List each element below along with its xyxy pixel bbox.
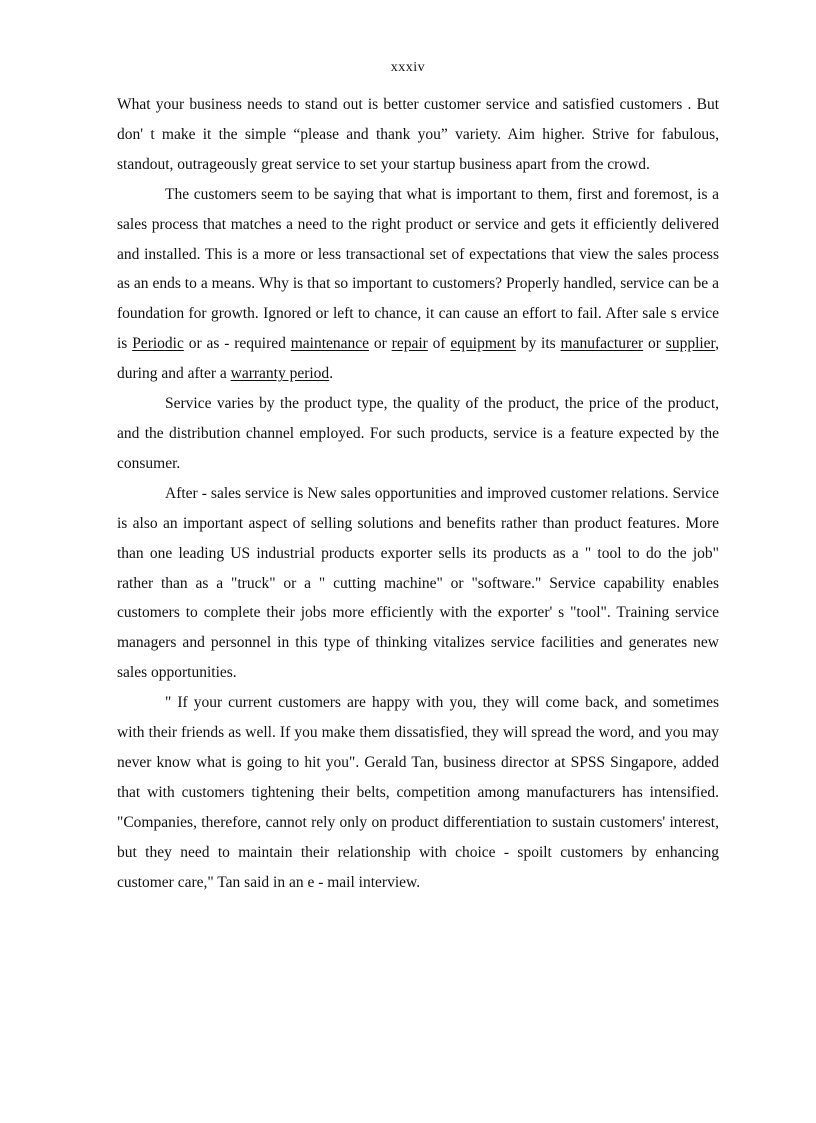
paragraph-quote-gerald-tan: " If your current customers are happy with you, they will come back, and sometimes with their friends as well. If you make them dissatisfied, they will spread the word, and you may never know what is going to hit you". Gerald Tan, business director at SPSS Singapore, added that with customers tightening their belts, competition among manufacturers has intensified. "Companies, therefore, cannot rely only on product differentiation to sustain customers' interest, but they need to maintain their relationship with choice - spoilt customers by enhancing customer care," Tan said in an e - mail interview. bbox=[117, 694, 719, 891]
link-equipment[interactable]: equipment bbox=[450, 335, 516, 353]
link-manufacturer[interactable]: manufacturer bbox=[560, 335, 644, 353]
link-periodic[interactable]: Periodic bbox=[132, 335, 184, 353]
link-maintenance[interactable]: maintenance bbox=[290, 335, 370, 353]
paragraph-text: The customers seem to be saying that what is important to them, first and foremost, is a sales process that matches a need to the right product or service and gets it efficiently delivered and installed. This is a more or less transactional set of expectations that view the sales process as an ends to a means. Why is that so important to customers? Properly handled, service can be a foundation for growth. Ignored or left to chance, it can cause an effort to fail. After sale s ervice is bbox=[117, 185, 719, 353]
paragraph-service-varies: Service varies by the product type, the quality of the product, the price of the product, and the distribution channel employed. For such products, service is a feature expected by the consumer. bbox=[117, 395, 719, 472]
paragraph-after-sales: After - sales service is New sales opportunities and improved customer relations. Service is also an important aspect of selling solutions and benefits rather than product features. More than one leading US industrial products exporter sells its products as a " tool to do the job" rather than as a "truck" or a " cutting machine" or "software." Service capability enables customers to complete their jobs more efficiently with the exporter' s "tool". Training service managers and personnel in this type of thinking vitalizes service facilities and generates new sales opportunities. bbox=[117, 484, 719, 682]
link-warranty-period[interactable]: warranty period bbox=[230, 365, 330, 383]
document-body bbox=[117, 90, 719, 897]
link-repair[interactable]: repair bbox=[391, 335, 428, 353]
page-number: xxxiv bbox=[390, 60, 426, 75]
paragraph-customer-service: What your business needs to stand out is better customer service and satisfied customers . But don' t make it the simple “please and thank you” variety. Aim higher. Strive for fabulous, standout, outrageously great service to set your startup business apart from the crowd. bbox=[117, 96, 719, 173]
paragraph-text: by its bbox=[515, 335, 561, 353]
paragraph-text: of bbox=[427, 335, 451, 353]
link-supplier[interactable]: supplier bbox=[665, 335, 716, 353]
paragraph-text: , during and after a bbox=[117, 335, 719, 383]
paragraph-text: or as - required bbox=[183, 335, 291, 353]
paragraph-text: . bbox=[329, 365, 334, 383]
paragraph-text: or bbox=[643, 335, 666, 353]
paragraph-text: or bbox=[369, 335, 392, 353]
paragraph-sales-process bbox=[117, 180, 719, 389]
